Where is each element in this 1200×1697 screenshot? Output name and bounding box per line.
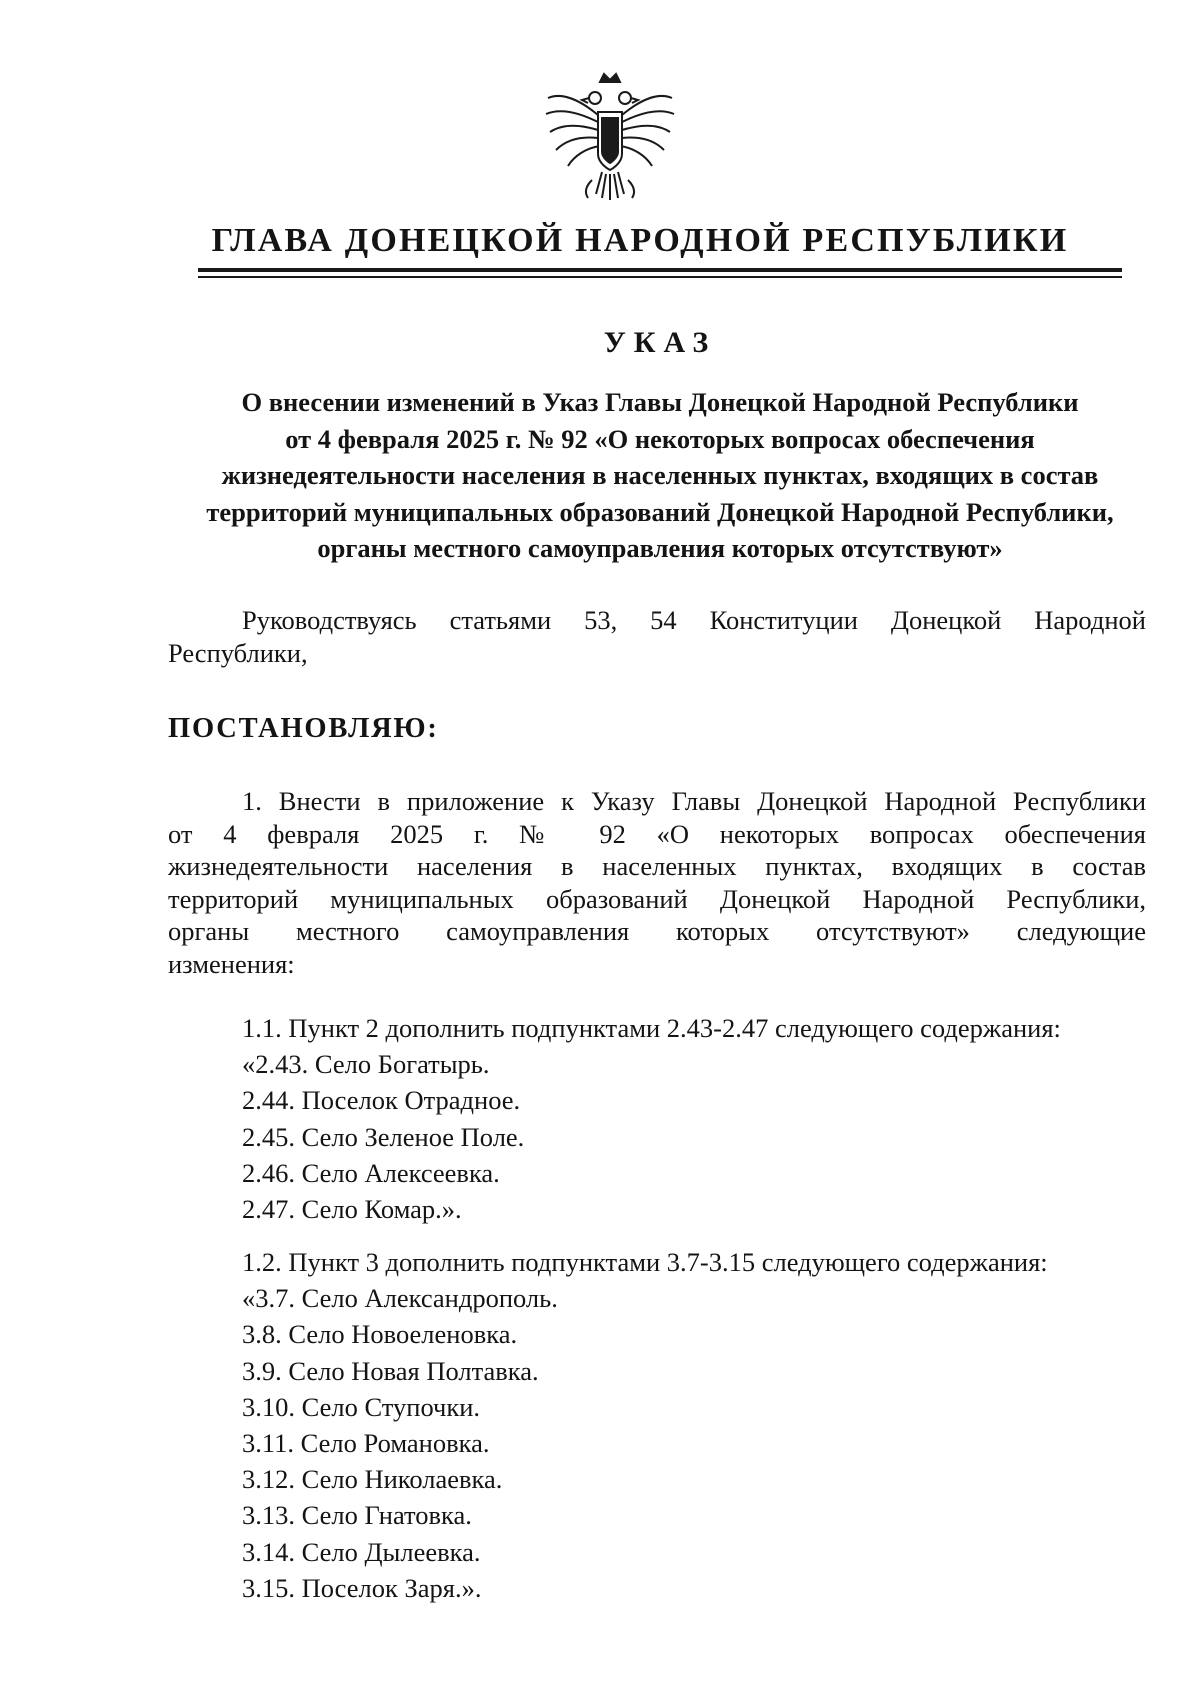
item-1-paragraph	[168, 785, 1146, 980]
paragraph-line: жизнедеятельности населения в населенных пунктах, входящих в состав	[168, 851, 1146, 881]
title-line: органы местного самоуправления которых отсутствуют»	[317, 533, 1003, 563]
list-item: 3.11. Село Романовка.	[242, 1427, 490, 1458]
header-rule-thick	[198, 268, 1122, 272]
paragraph-line: Республики,	[168, 637, 308, 668]
list-item: «2.43. Село Богатырь.	[242, 1049, 490, 1080]
issuer-heading: ГЛАВА ДОНЕЦКОЙ НАРОДНОЙ РЕСПУБЛИКИ	[211, 222, 1069, 259]
decree-word: ПОСТАНОВЛЯЮ:	[168, 713, 439, 744]
subitem-1-1	[242, 1010, 1061, 1227]
list-item: «3.7. Село Александрополь.	[242, 1283, 558, 1314]
list-item: 3.10. Село Ступочки.	[242, 1391, 481, 1422]
title-line: жизнедеятельности населения в населенных пунктах, входящих в состав	[221, 460, 1099, 490]
list-item: 3.9. Село Новая Полтавка.	[242, 1355, 539, 1386]
list-item: 3.14. Село Дылеевка.	[242, 1536, 481, 1567]
list-item: 3.13. Село Гнатовка.	[242, 1500, 472, 1531]
preamble-paragraph	[168, 604, 1146, 669]
list-item: 2.45. Село Зеленое Поле.	[242, 1121, 525, 1152]
title-line: территорий муниципальных образований Донецкой Народной Республики,	[206, 496, 1114, 527]
paragraph-line: 1. Внести в приложение к Указу Главы Донецкой Народной Республики	[242, 786, 1146, 816]
subitem-1-2	[242, 1244, 1048, 1606]
title-line: от 4 февраля 2025 г. № 92 «О некоторых вопросах обеспечения	[285, 423, 1035, 454]
title-line: О внесении изменений в Указ Главы Донецкой Народной Республики	[241, 387, 1079, 417]
paragraph-line: органы местного самоуправления которых отсутствуют» следующие	[168, 916, 1146, 946]
list-item: 3.15. Поселок Заря.».	[242, 1572, 482, 1603]
list-item: 1.1. Пункт 2 дополнить подпунктами 2.43-2.47 следующего содержания:	[242, 1013, 1061, 1043]
list-item: 1.2. Пункт 3 дополнить подпунктами 3.7-3.15 следующего содержания:	[242, 1247, 1048, 1277]
list-item: 3.12. Село Николаевка.	[242, 1464, 503, 1495]
paragraph-line: Руководствуясь статьями 53, 54 Конституции Донецкой Народной	[242, 605, 1146, 635]
header-rule-thin	[198, 276, 1122, 278]
document-title	[150, 384, 1170, 567]
document-type: УКАЗ	[603, 326, 717, 359]
coat-of-arms-eagle-icon	[540, 70, 680, 210]
list-item: 2.44. Поселок Отрадное.	[242, 1085, 521, 1116]
paragraph-line: территорий муниципальных образований Донецкой Народной Республики,	[168, 883, 1146, 914]
list-item: 2.47. Село Комар.».	[242, 1193, 462, 1224]
list-item: 3.8. Село Новоеленовка.	[242, 1319, 518, 1350]
paragraph-line: от 4 февраля 2025 г. № 92 «О некоторых вопросах обеспечения	[168, 818, 1146, 849]
paragraph-line: изменения:	[168, 948, 295, 979]
list-item: 2.46. Село Алексеевка.	[242, 1157, 500, 1188]
